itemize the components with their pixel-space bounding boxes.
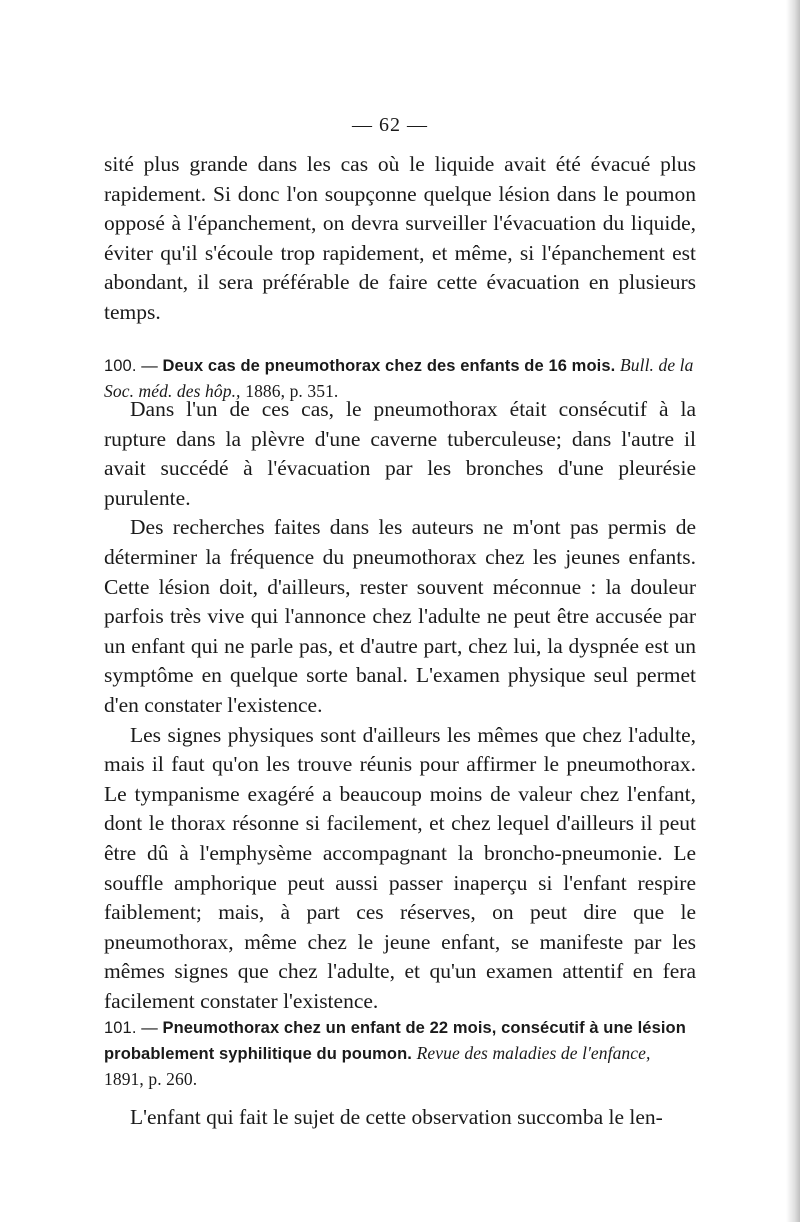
body-paragraph: L'enfant qui fait le sujet de cette observation succomba le len-	[130, 1105, 663, 1129]
reference-100-journal: Bull. de la Soc. méd. des hôp.,	[104, 355, 694, 401]
body-paragraph: Des recherches faites dans les auteurs ne m'ont pas permis de déterminer la fréquence du pneumothorax chez les jeunes enfants. Cette lésion doit, d'ailleurs, rester souvent méconnue : la douleur parfois très vive qui l'annonce chez l'adulte ne peut être accusée par un enfant qui ne parle pas, et d'autre part, chez lui, la dyspnée est un symptôme en quelque sorte banal. L'examen physique seul permet d'en constater l'existence.	[104, 515, 696, 717]
body-paragraph: Les signes physiques sont d'ailleurs les mêmes que chez l'adulte, mais il faut qu'on les trouve réunis pour affirmer le pneumothorax. Le tympanisme exagéré a beaucoup moins de valeur chez l'enfant, dont le thorax résonne si facilement, et chez lequel d'ailleurs il peut être dû à l'emphysème accompagnant la broncho-pneumonie. Le souffle amphorique peut aussi passer inaperçu si l'enfant respire faiblement; mais, à part ces réserves, on peut dire que le pneumothorax, même chez le jeune enfant, se manifeste par les mêmes signes que chez l'adulte, et qu'un examen attentif en fera facilement constater l'existence.	[104, 722, 696, 1013]
page-number: — 62 —	[352, 114, 428, 136]
intro-paragraph: sité plus grande dans les cas où le liquide avait été évacué plus rapidement. Si donc l'on soupçonne quelque lésion dans le poumon opposé à l'épanchement, on devra surveiller l'évacuation du liquide, éviter qu'il s'écoule trop rapidement, et même, si l'épanchement est abondant, il sera préférable de faire cette évacuation en plusieurs temps.	[104, 152, 696, 324]
scan-edge-shadow	[786, 0, 800, 1222]
reference-101-title: Pneumothorax chez un enfant de 22 mois, consécutif à une lésion probablement syphilitique du poumon.	[104, 1019, 686, 1063]
reference-100-title: Deux cas de pneumothorax chez des enfants de 16 mois.	[162, 357, 616, 375]
reference-101-number: 101. —	[104, 1019, 158, 1037]
reference-101-journal: Revue des maladies de l'enfance,	[416, 1043, 651, 1063]
reference-100-number: 100. —	[104, 357, 158, 375]
reference-101-publication: 1891, p. 260.	[104, 1069, 198, 1089]
body-paragraph: Dans l'un de ces cas, le pneumothorax était consécutif à la rupture dans la plèvre d'une caverne tuberculeuse; dans l'autre il avait succédé à l'évacuation par les bronches d'une pleurésie purulente.	[104, 397, 696, 510]
reference-100-body	[104, 395, 696, 1016]
reference-101-body	[104, 1103, 696, 1133]
intro-paragraph-block	[104, 150, 696, 328]
reference-100-publication: 1886, p. 351.	[245, 381, 339, 401]
reference-101	[104, 1016, 694, 1093]
